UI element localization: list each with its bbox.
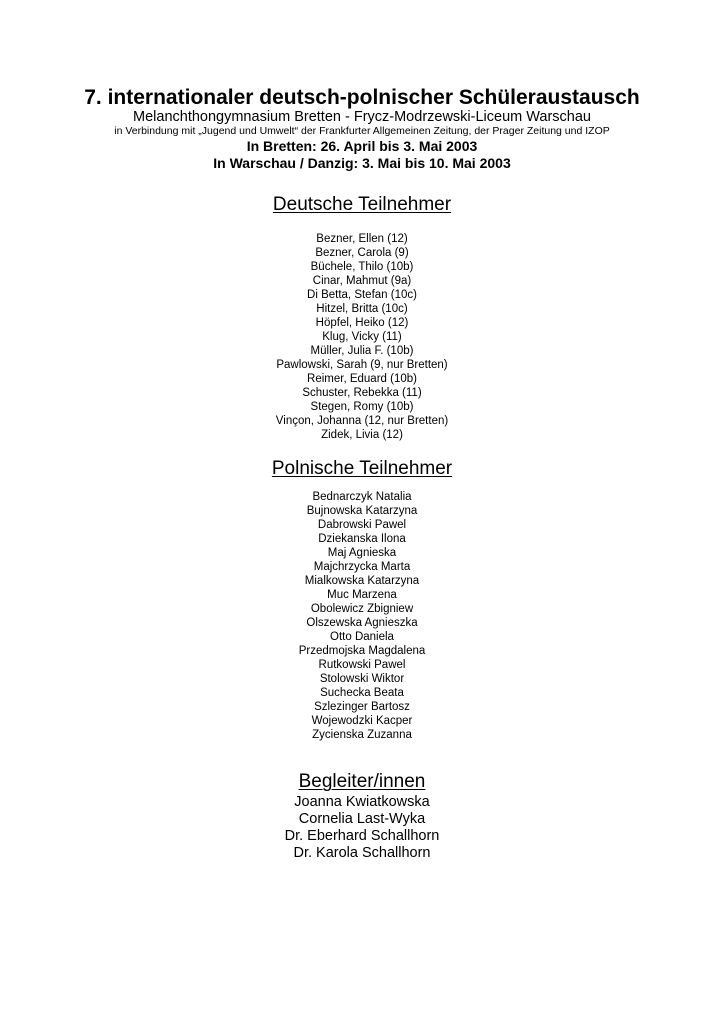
document-title: 7. internationaler deutsch-polnischer Schüleraustausch — [84, 86, 640, 109]
list-item: Cinar, Mahmut (9a) — [312, 275, 412, 287]
polish-participants-list — [0, 490, 724, 742]
list-item: Cornelia Last-Wyka — [298, 811, 426, 827]
list-item: Olszewska Agnieszka — [306, 617, 418, 629]
companions-heading: Begleiter/innen — [298, 771, 426, 792]
companions-list — [0, 794, 724, 862]
list-item: Di Betta, Stefan (10c) — [307, 289, 417, 301]
cooperation-note: in Verbindung mit „Jugend und Umwelt“ der Frankfurter Allgemeinen Zeitung, der Prager Zeitung und IZOP — [114, 125, 610, 137]
list-item: Stegen, Romy (10b) — [310, 401, 414, 413]
date-bretten: In Bretten: 26. April bis 3. Mai 2003 — [246, 138, 478, 154]
exchange-dates — [0, 138, 724, 172]
list-item: Majchrzycka Marta — [313, 561, 411, 573]
list-item: Pawlowski, Sarah (9, nur Bretten) — [276, 359, 448, 371]
list-item: Muc Marzena — [327, 589, 397, 601]
list-item: Hitzel, Britta (10c) — [316, 303, 408, 315]
list-item: Müller, Julia F. (10b) — [310, 345, 414, 357]
schools-subtitle: Melanchthongymnasium Bretten - Frycz-Modrzewski-Liceum Warschau — [133, 109, 591, 125]
list-item: Rutkowski Pawel — [318, 659, 406, 671]
list-item: Stolowski Wiktor — [319, 673, 405, 685]
list-item: Wojewodzki Kacper — [311, 715, 413, 727]
list-item: Zycienska Zuzanna — [312, 729, 412, 741]
german-participants-list — [0, 232, 724, 442]
list-item: Höpfel, Heiko (12) — [315, 317, 409, 329]
list-item: Przedmojska Magdalena — [298, 645, 426, 657]
list-item: Dr. Eberhard Schallhorn — [284, 828, 440, 844]
list-item: Dziekanska Ilona — [318, 533, 406, 545]
list-item: Dr. Karola Schallhorn — [293, 845, 431, 861]
date-warschau: In Warschau / Danzig: 3. Mai bis 10. Mai 2003 — [213, 155, 511, 171]
list-item: Vinçon, Johanna (12, nur Bretten) — [275, 415, 449, 427]
list-item: Bezner, Carola (9) — [315, 247, 409, 259]
list-item: Joanna Kwiatkowska — [294, 794, 430, 810]
list-item: Obolewicz Zbigniew — [310, 603, 414, 615]
list-item: Dabrowski Pawel — [317, 519, 407, 531]
list-item: Zidek, Livia (12) — [321, 429, 403, 441]
list-item: Mialkowska Katarzyna — [304, 575, 420, 587]
list-item: Büchele, Thilo (10b) — [310, 261, 414, 273]
german-participants-heading: Deutsche Teilnehmer — [272, 194, 452, 215]
list-item: Bezner, Ellen (12) — [316, 233, 408, 245]
list-item: Suchecka Beata — [320, 687, 404, 699]
polish-participants-heading: Polnische Teilnehmer — [271, 458, 453, 479]
list-item: Otto Daniela — [330, 631, 394, 643]
list-item: Bujnowska Katarzyna — [306, 505, 418, 517]
list-item: Reimer, Eduard (10b) — [307, 373, 417, 385]
list-item: Schuster, Rebekka (11) — [302, 387, 422, 399]
list-item: Bednarczyk Natalia — [312, 491, 412, 503]
list-item: Maj Agnieska — [327, 547, 397, 559]
list-item: Klug, Vicky (11) — [322, 331, 402, 343]
list-item: Szlezinger Bartosz — [314, 701, 410, 713]
